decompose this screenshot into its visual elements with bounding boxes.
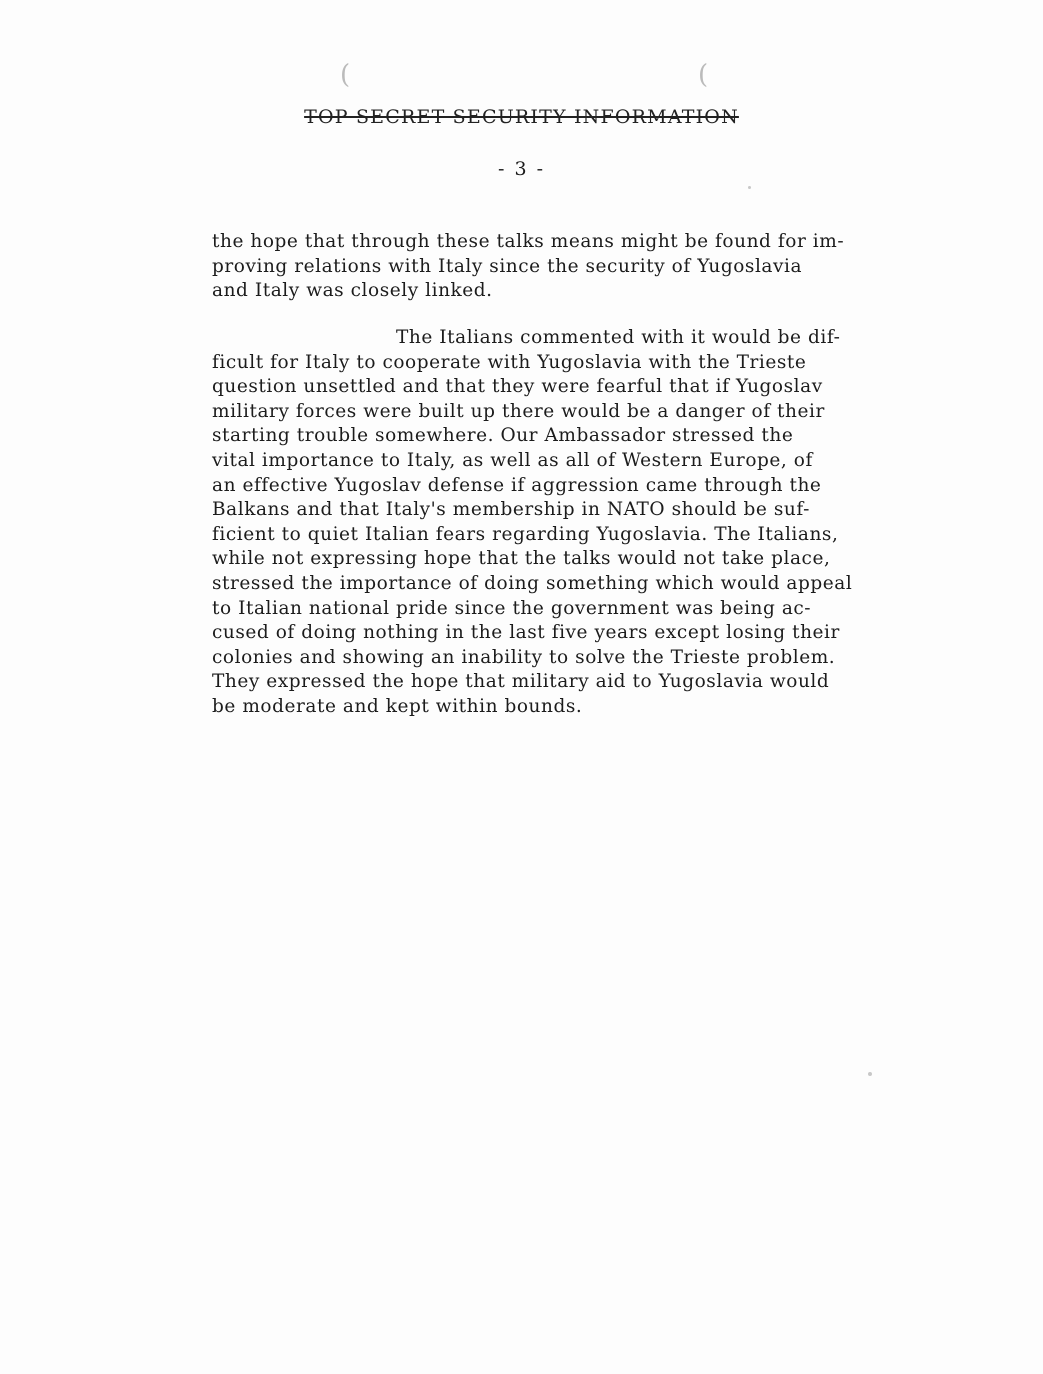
text-line: proving relations with Italy since the security of Yugoslavia xyxy=(212,255,803,277)
text-line: to Italian national pride since the government was being ac- xyxy=(212,597,812,619)
text-line: while not expressing hope that the talks would not take place, xyxy=(212,548,831,570)
paragraph-2 xyxy=(212,326,912,720)
text-line: and Italy was closely linked. xyxy=(212,280,493,302)
text-line: starting trouble somewhere. Our Ambassador stressed the xyxy=(212,425,794,447)
punch-hole-mark: ( xyxy=(340,60,351,90)
text-line: Balkans and that Italy's membership in NATO should be suf- xyxy=(212,499,810,521)
text-line: vital importance to Italy, as well as all of Western Europe, of xyxy=(212,449,813,471)
text-line: They expressed the hope that military aid to Yugoslavia would xyxy=(212,671,830,693)
classification-marking xyxy=(0,106,1043,128)
text-line: military forces were built up there would be a danger of their xyxy=(212,400,825,422)
text-line: ficult for Italy to cooperate with Yugoslavia with the Trieste xyxy=(212,351,807,373)
text-line: an effective Yugoslav defense if aggression came through the xyxy=(212,474,822,496)
text-line: cused of doing nothing in the last five years except losing their xyxy=(212,622,840,644)
page-number: - 3 - xyxy=(497,158,545,180)
classification-text: TOP SECRET SECURITY INFORMATION xyxy=(304,106,739,128)
text-line: ficient to quiet Italian fears regarding Yugoslavia. The Italians, xyxy=(212,523,839,545)
punch-hole-mark: ( xyxy=(698,60,709,90)
text-line: be moderate and kept within bounds. xyxy=(212,695,583,717)
text-line: the hope that through these talks means might be found for im- xyxy=(212,231,845,252)
paragraph-1 xyxy=(212,230,912,304)
text-line: question unsettled and that they were fearful that if Yugoslav xyxy=(212,376,823,398)
paper-speck xyxy=(748,186,751,189)
text-line: The Italians commented with it would be dif- xyxy=(396,327,841,348)
text-line: stressed the importance of doing something which would appeal xyxy=(212,572,853,594)
paper-speck xyxy=(868,1072,872,1076)
text-line: colonies and showing an inability to solve the Trieste problem. xyxy=(212,646,836,668)
